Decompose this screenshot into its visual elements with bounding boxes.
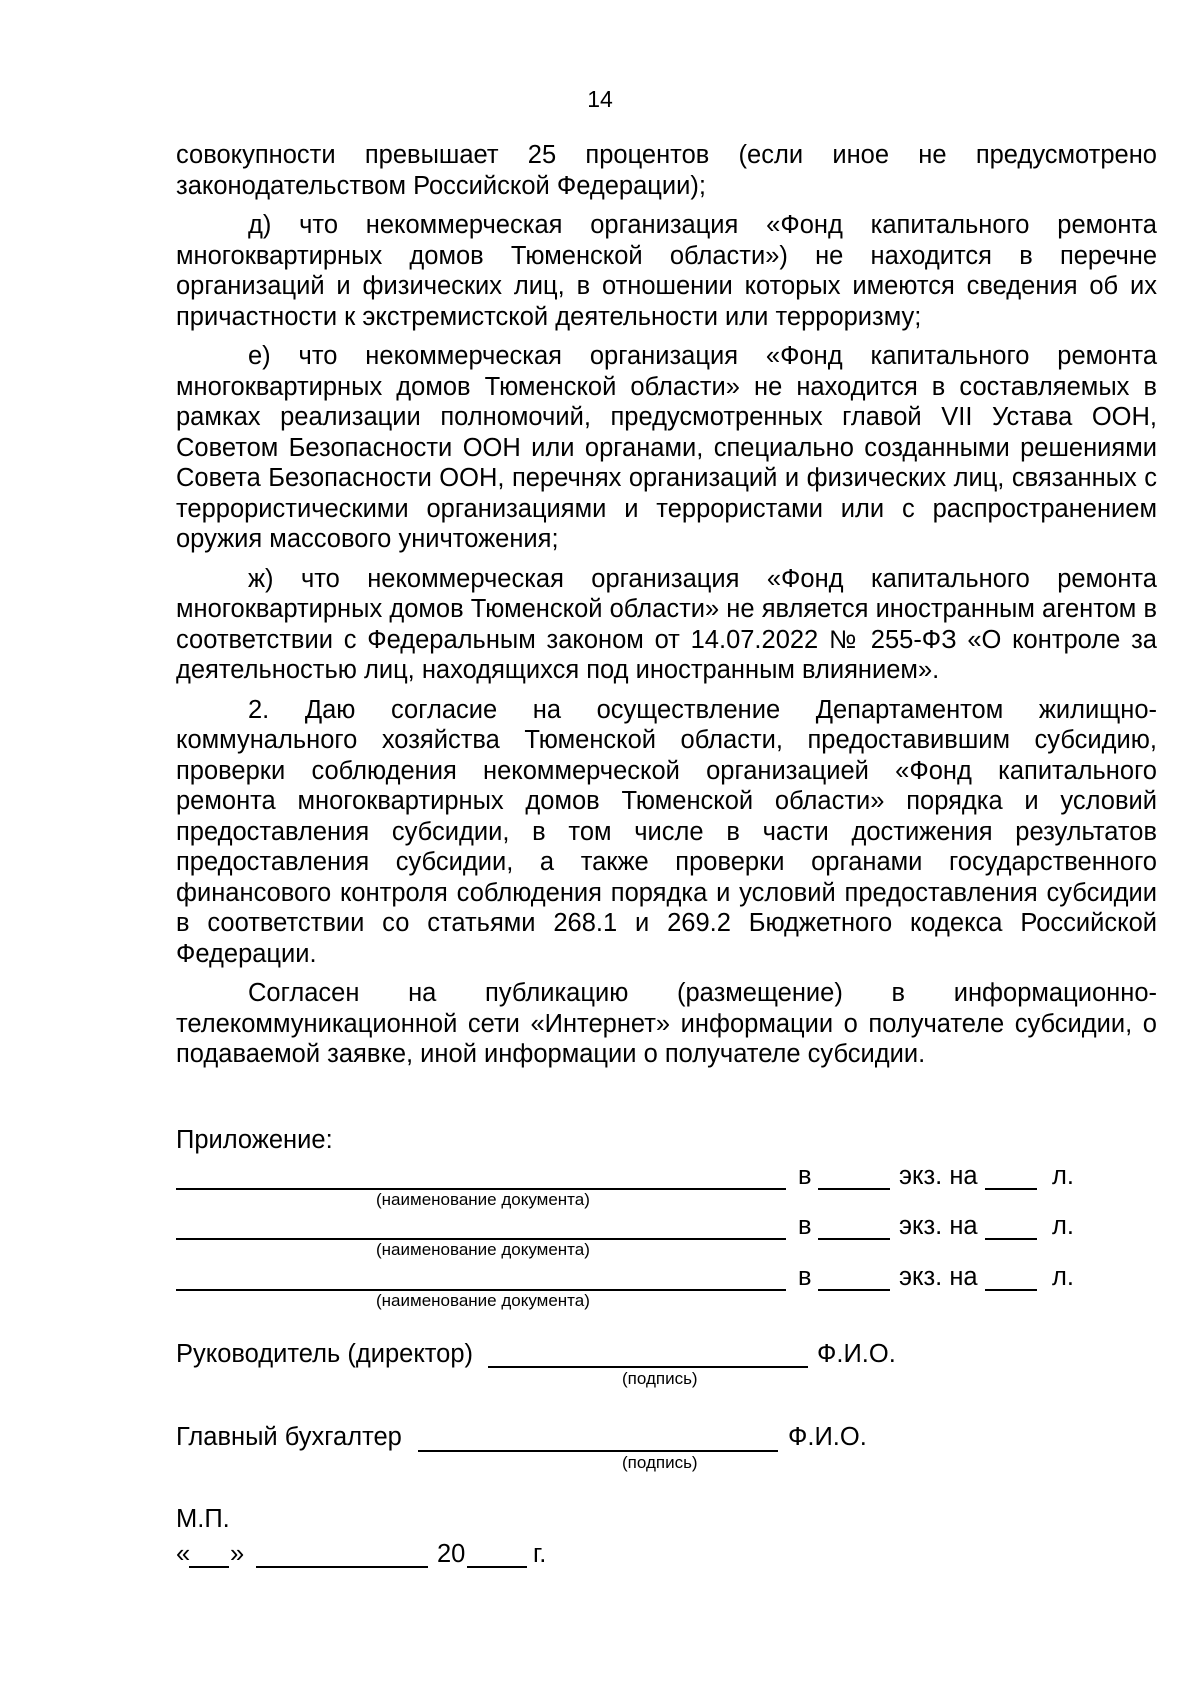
attachment-1-caption: (наименование документа)	[376, 1190, 590, 1209]
attachment-2-copies-label: экз. на	[899, 1212, 978, 1240]
director-signature-caption: (подпись)	[622, 1369, 698, 1388]
attachment-2-in-label: в	[798, 1212, 812, 1240]
attachment-3-sheets-label: л.	[1052, 1263, 1074, 1291]
attachment-1-in-label: в	[798, 1162, 812, 1190]
attachment-3-caption: (наименование документа)	[376, 1291, 590, 1310]
director-signature-line	[488, 1366, 808, 1368]
attachment-1-sheets-line	[985, 1188, 1037, 1190]
paragraph-consent-audit: 2. Даю согласие на осуществление Департаментом жилищно-коммунального хозяйства Тюменской области, предоставившим субсидию, проверки соблюдения некоммерческой организацией «Фонд капитального ремонта многоквартирных домов Тюменской области» порядка и условий предоставления субсидии, в том числе в части достижения результатов предоставления субсидии, а также проверки органами государственного финансового контроля соблюдения порядка и условий предоставления субсидии в соответствии со статьями 268.1 и 269.2 Бюджетного кодекса Российской Федерации.	[176, 695, 1157, 968]
attachment-2-sheets-line	[985, 1238, 1037, 1240]
paragraph-consent-publication: Согласен на публикацию (размещение) в информационно-телекоммуникационной сети «Интернет» информации о получателе субсидии, о подаваемой заявке, иной информации о получателе субсидии.	[176, 979, 1157, 1068]
paragraph-zh: ж) что некоммерческая организация «Фонд капитального ремонта многоквартирных домов Тюменской области» не является иностранным агентом в соответствии с Федеральным законом от 14.07.2022 № 255-ФЗ «О контроле за деятельностью лиц, находящихся под иностранным влиянием».	[176, 564, 1157, 684]
date-quote-open: «	[176, 1540, 191, 1568]
attachment-1-sheets-label: л.	[1052, 1162, 1074, 1190]
director-label: Руководитель (директор)	[176, 1340, 474, 1368]
date-quote-close: »	[230, 1540, 245, 1568]
date-month-line	[256, 1566, 428, 1568]
paragraph-d: д) что некоммерческая организация «Фонд капитального ремонта многоквартирных домов Тюменской области») не находится в перечне организаций и физических лиц, в отношении которых имеются сведения об их причастности к экстремистской деятельности или терроризму;	[176, 211, 1157, 331]
attachment-2-sheets-label: л.	[1052, 1212, 1074, 1240]
paragraph-continuation: совокупности превышает 25 процентов (если иное не предусмотрено законодательством Российской Федерации);	[176, 141, 1157, 200]
attachment-3-copies-label: экз. на	[899, 1263, 978, 1291]
date-year-line	[467, 1566, 527, 1568]
attachment-1-copies-line	[818, 1188, 890, 1190]
accountant-signature-line	[418, 1450, 778, 1452]
stamp-label: М.П.	[176, 1505, 230, 1533]
attachment-1-copies-label: экз. на	[899, 1162, 978, 1190]
accountant-label: Главный бухгалтер	[176, 1423, 402, 1451]
date-year-suffix: г.	[533, 1540, 547, 1568]
attachment-2-caption: (наименование документа)	[376, 1240, 590, 1259]
attachment-label: Приложение:	[176, 1126, 333, 1154]
paragraph-e: е) что некоммерческая организация «Фонд капитального ремонта многоквартирных домов Тюменской области» не находится в составляемых в рамках реализации полномочий, предусмотренных главой VII Устава ООН, Советом Безопасности ООН или органами, специально созданными решениями Совета Безопасности ООН, перечнях организаций и физических лиц, связанных с террористическими организациями и террористами или с распространением оружия массового уничтожения;	[176, 342, 1157, 553]
accountant-signature-caption: (подпись)	[622, 1453, 698, 1472]
page-number: 14	[587, 86, 613, 112]
date-year-prefix: 20	[437, 1540, 466, 1568]
director-name: Ф.И.О.	[817, 1340, 896, 1368]
attachment-3-in-label: в	[798, 1263, 812, 1291]
attachment-3-copies-line	[818, 1289, 890, 1291]
attachment-2-copies-line	[818, 1238, 890, 1240]
accountant-name: Ф.И.О.	[788, 1423, 867, 1451]
attachment-3-sheets-line	[985, 1289, 1037, 1291]
document-body	[176, 140, 1157, 1079]
date-day-line	[189, 1566, 229, 1568]
